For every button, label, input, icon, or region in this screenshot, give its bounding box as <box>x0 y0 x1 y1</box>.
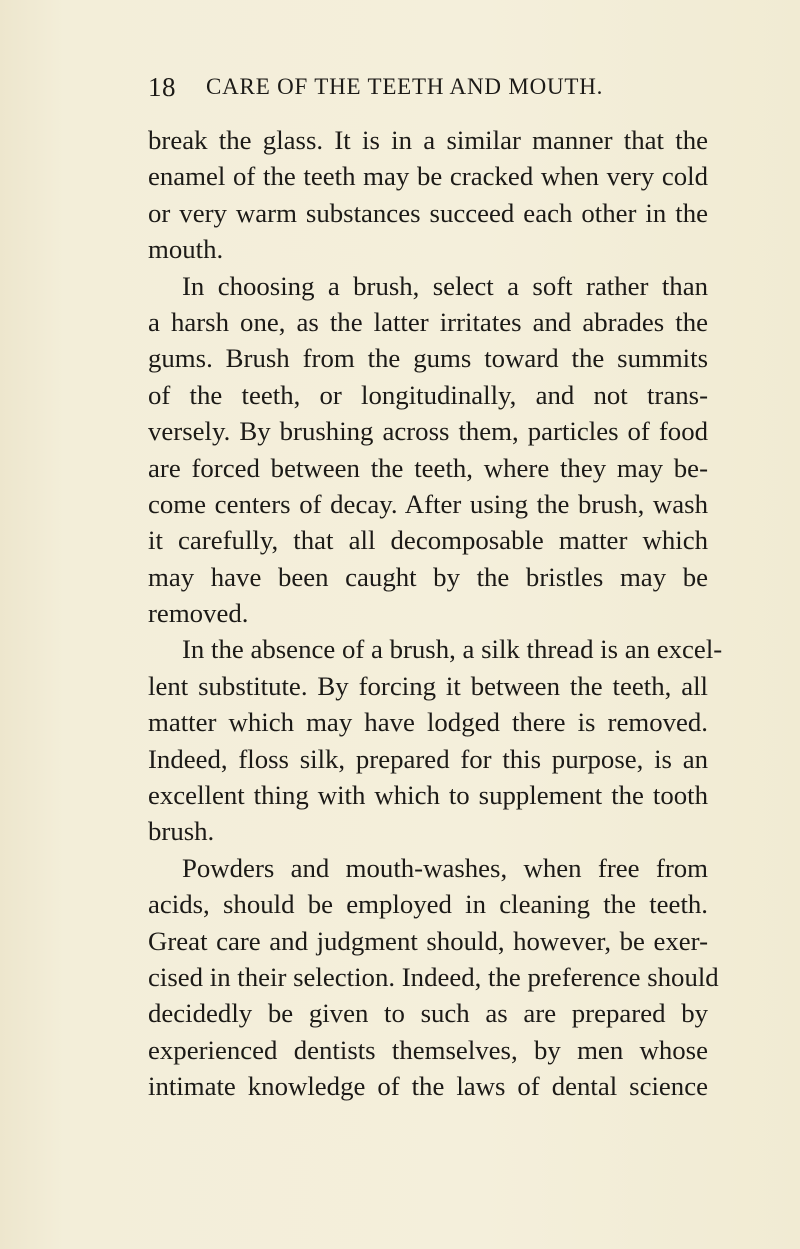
text-line: Powders and mouth-washes, when free from <box>182 852 708 883</box>
text-line: mouth. <box>148 234 224 265</box>
text-line: it carefully, that all decomposable matter which <box>148 525 708 556</box>
paragraph-2 <box>148 268 708 632</box>
text-line: acids, should be employed in cleaning the teeth. <box>148 889 708 920</box>
text-line: enamel of the teeth may be cracked when very cold <box>148 161 708 192</box>
text-line: decidedly be given to such as are prepared by <box>148 998 708 1029</box>
text-line: or very warm substances succeed each other in the <box>148 197 708 228</box>
text-line: removed. <box>148 598 249 629</box>
text-line: may have been caught by the bristles may be <box>148 561 708 592</box>
text-line: gums. Brush from the gums toward the summits <box>148 343 708 374</box>
text-line: excellent thing with which to supplement the tooth <box>148 780 708 811</box>
text-line: break the glass. It is in a similar manner that the <box>148 125 708 155</box>
body-text <box>148 122 723 1105</box>
running-head: CARE OF THE TEETH AND MOUTH. <box>206 74 604 99</box>
text-line: matter which may have lodged there is removed. <box>148 707 708 738</box>
page-header <box>148 72 708 112</box>
text-line: versely. By brushing across them, particles of food <box>148 416 708 447</box>
text-line: lent substitute. By forcing it between the teeth, all <box>148 670 708 701</box>
paragraph-1 <box>148 122 708 268</box>
text-line: In choosing a brush, select a soft rather than <box>182 270 708 301</box>
page-number: 18 <box>148 72 176 102</box>
paragraph-4 <box>148 850 719 1105</box>
text-line: of the teeth, or longitudinally, and not trans- <box>148 379 708 410</box>
paragraph-3 <box>148 631 723 849</box>
text-line: intimate knowledge of the laws of dental science <box>148 1071 708 1102</box>
text-line: a harsh one, as the latter irritates and abrades the <box>148 306 708 337</box>
text-line: Great care and judgment should, however, be exer- <box>148 925 708 956</box>
text-line: are forced between the teeth, where they may be- <box>148 452 708 483</box>
text-line: brush. <box>148 816 215 847</box>
text-line: experienced dentists themselves, by men whose <box>148 1034 708 1065</box>
text-line: In the absence of a brush, a silk thread is an excel- <box>182 634 723 665</box>
text-line: Indeed, floss silk, prepared for this purpose, is an <box>148 743 708 774</box>
text-line: come centers of decay. After using the brush, wash <box>148 488 708 519</box>
text-line: cised in their selection. Indeed, the preference should <box>148 961 719 992</box>
